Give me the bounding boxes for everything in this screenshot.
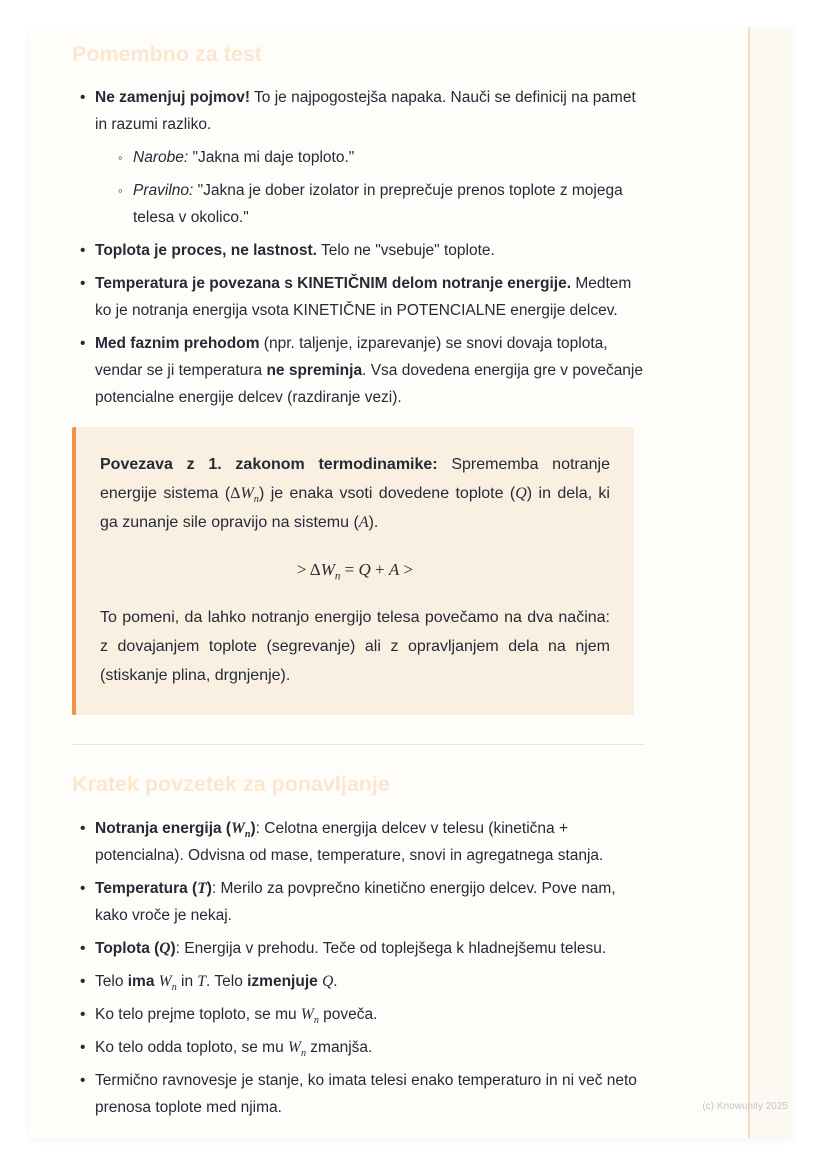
watermark: (c) Knowunity 2025 — [702, 1101, 788, 1112]
page-content — [72, 41, 676, 1127]
bullet-item — [72, 270, 648, 324]
callout-paragraph-2: To pomeni, da lahko notranjo energijo telesa povečamo na dva načina: z dovajanjem toplote (segrevanje) ali z opravljanjem dela na njem (stiskanje plina, drgnjenje). — [100, 609, 610, 684]
bullet-text: Ko telo prejme toploto, se mu $W_n$ poveča. — [95, 1006, 378, 1027]
formula: > $\Delta W_n = Q + A$ > — [296, 560, 414, 583]
bullet-text: Med faznim prehodom (npr. taljenje, izparevanje) se snovi dovaja toplota, vendar se ji temperatura ne spreminja. Vsa dovedena energija gre v povečanje potencialne energije delcev (razdiranje vezi). — [95, 335, 643, 406]
bullet-marker-icon: • — [80, 940, 86, 957]
callout-box — [72, 427, 634, 715]
bullet-marker-icon: • — [80, 89, 86, 106]
bullet-list-summary — [72, 815, 648, 1121]
bullet-item — [72, 875, 648, 929]
bullet-item — [72, 84, 648, 138]
bullet-text: Narobe: "Jakna mi daje toploto." — [133, 149, 355, 166]
bullet-marker-icon: • — [80, 880, 86, 897]
bullet-text: Temperatura je povezana s KINETIČNIM delom notranje energije. Medtem ko je notranja energija vsota KINETIČNE in POTENCIALNE energije delcev. — [95, 275, 632, 319]
bullet-item — [72, 330, 648, 411]
bullet-text: Termično ravnovesje je stanje, ko imata telesi enako temperaturo in ni več neto prenosa toplote med njima. — [95, 1072, 637, 1116]
bullet-item — [72, 815, 648, 869]
bullet-marker-icon: • — [80, 1039, 86, 1056]
bullet-marker-icon: • — [80, 1006, 86, 1023]
bullet-item — [72, 1067, 648, 1121]
bullet-text: Ko telo odda toploto, se mu $W_n$ zmanjša. — [95, 1039, 373, 1060]
bullet-marker-icon: • — [80, 973, 86, 990]
bullet-item — [72, 1001, 648, 1028]
bullet-text: Telo ima $W_n$ in T. Telo izmenjuje Q. — [95, 973, 338, 994]
bullet-item — [72, 968, 648, 995]
sub-bullet-item — [72, 177, 648, 231]
bullet-marker-icon: • — [80, 335, 86, 352]
bullet-item — [72, 237, 648, 264]
callout-paragraph-1: Povezava z 1. zakonom termodinamike: Sprememba notranje energije sistema $(\Delta W_n)$ je enaka vsoti dovedene toplote (Q) in dela, ki ga zunanje sile opravijo na sistemu (A). — [100, 456, 610, 531]
document-page — [30, 27, 792, 1138]
bullet-text: Notranja energija $(W_n)$: Celotna energija delcev v telesu (kinetična + potencialna). Odvisna od mase, temperature, snovi in agregatnega stanja. — [95, 820, 604, 864]
bullet-item — [72, 935, 648, 962]
bullet-text: Toplota (Q): Energija v prehodu. Teče od toplejšega k hladnejšemu telesu. — [95, 940, 607, 957]
section-title-kratek-povzetek: Kratek povzetek za ponavljanje — [72, 772, 390, 796]
bullet-marker-icon: • — [80, 820, 86, 837]
bullet-text: Pravilno: "Jakna je dober izolator in preprečuje prenos toplote z mojega telesa v okolico." — [133, 182, 623, 226]
section-title-pomembno-za-test: Pomembno za test — [72, 42, 262, 66]
bullet-text: Ne zamenjuj pojmov! To je najpogostejša napaka. Nauči se definicij na pamet in razumi razliko. — [95, 89, 636, 133]
bullet-marker-icon: ◦ — [118, 183, 123, 198]
bullet-marker-icon: • — [80, 1072, 86, 1089]
bullet-item — [72, 1034, 648, 1061]
bullet-text: Toplota je proces, ne lastnost. Telo ne "vsebuje" toplote. — [95, 242, 495, 259]
bullet-text: Temperatura (T): Merilo za povprečno kinetično energijo delcev. Pove nam, kako vroče je nekaj. — [95, 880, 616, 924]
bullet-marker-icon: ◦ — [118, 150, 123, 165]
section-divider — [72, 744, 645, 745]
page-edge-band — [748, 27, 794, 1138]
bullet-marker-icon: • — [80, 275, 86, 292]
bullet-list-test — [72, 84, 648, 411]
sub-bullet-item — [72, 144, 648, 171]
bullet-marker-icon: • — [80, 242, 86, 259]
